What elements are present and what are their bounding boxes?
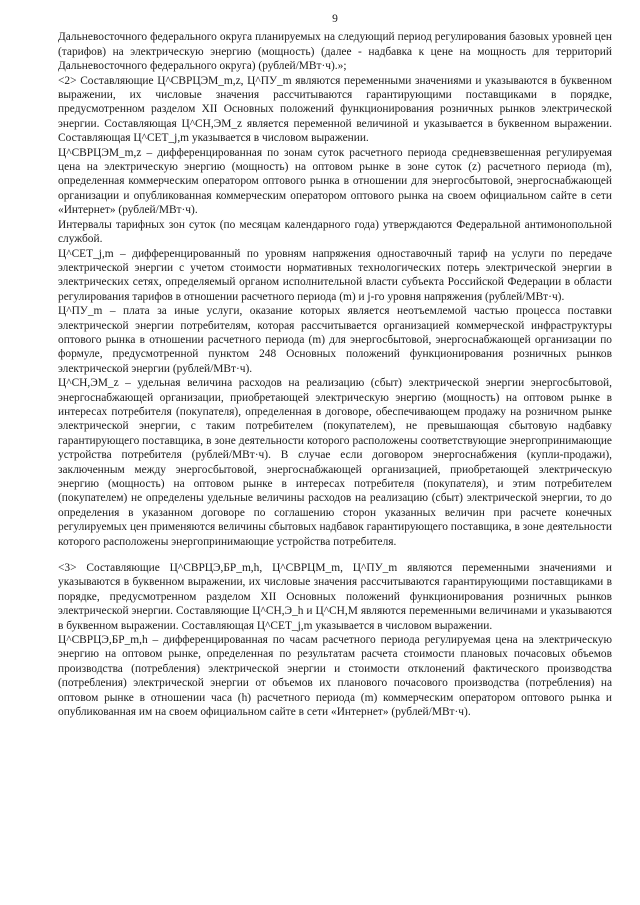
definition-svrcem: Ц^СВРЦЭМ_m,z – дифференцированная по зонам суток расчетного периода средневзвешенная регулируемая цена на электрическую энергию (мощность) на оптовом рынке в зоне суток (z) расчетного периода (m), определенная коммерческим оператором оптового рынка в отношении для энергосбытовой, энергоснабжающей организации и опубликованная коммерческим оператором оптового рынка на своем официальном сайте в сети «Интернет» (рублей/МВт·ч). <box>58 146 612 217</box>
definition-pu: Ц^ПУ_m – плата за иные услуги, оказание которых является неотъемлемой частью процесса поставки электрической энергии потребителям, которая рассчитывается организацией коммерческой инфраструктуры оптового рынка в отношении расчетного периода (m) для энергосбытовой, энергоснабжающей организации по формуле, предусмотренной пунктом 248 Основных положений функционирования розничных рынков электрической энергии (рублей/МВт·ч). <box>58 305 612 375</box>
footnote-2: <2> Составляющие Ц^СВРЦЭМ_m,z, Ц^ПУ_m являются переменными значениями и указываются в буквенном выражении, их числовые значения рассчитываются гарантирующими поставщиками в порядке, предусмотренном разделом XII Основных положений функционирования розничных рынков электрической энергии. Составляющая Ц^СН,ЭМ_z является переменной величиной и указывается в буквенном выражении. Составляющая Ц^СЕТ_j,m указывается в числовом выражении. <box>58 74 612 145</box>
section-gap <box>58 549 612 561</box>
definition-set: Ц^СЕТ_j,m – дифференцированный по уровням напряжения одноставочный тариф на услуги по передаче электрической энергии с учетом стоимости нормативных технологических потерь электрической энергии в электрических сетях, определяемый органом исполнительной власти субъекта Российской Федерации в области регулирования тарифов в отношении расчетного периода (m) и j-го уровня напряжения (рублей/МВт·ч). <box>58 247 612 303</box>
footnote-3: <3> Составляющие Ц^СВРЦЭ,БР_m,h, Ц^СВРЦМ_m, Ц^ПУ_m являются переменными значениями и указываются в буквенном выражении, их числовые значения рассчитываются гарантирующими поставщиками в порядке, предусмотренном разделом XII Основных положений функционирования розничных рынков электрической энергии. Составляющие Ц^СН,Э_h и Ц^СН,М являются переменными величинами и указываются в буквенном выражении. Составляющая Ц^СЕТ_j,m указывается в числовом выражении. <box>58 562 612 632</box>
paragraph-continuation: Дальневосточного федерального округа планируемых на следующий период регулирования базовых уровней цен (тарифов) на электрическую энергию (мощность) (далее - надбавка к цене на мощность для территорий Дальневосточного федерального округа) (рублей/МВт·ч).»; <box>58 31 612 73</box>
page-number: 9 <box>332 13 338 25</box>
definition-svrce-br: Ц^СВРЦЭ,БР_m,h – дифференцированная по часам расчетного периода регулируемая цена на электрическую энергию на оптовом рынке, определенная по результатам расчета стоимости плановых почасовых объемов производства (потребления) электрической энергии и стоимости отклонений фактического производства (потребления) электрической энергии от объемов их планового почасового производства (потребления) на оптовом рынке в отношении часа (h) расчетного периода (m) коммерческим оператором оптового рынка и опубликованная им на своем официальном сайте в сети «Интернет» (рублей/МВт·ч). <box>58 634 612 719</box>
paragraph-tariff-zones: Интервалы тарифных зон суток (по месяцам календарного года) утверждаются Федеральной антимонопольной службой. <box>58 218 612 246</box>
definition-sn-em: Ц^СН,ЭМ_z – удельная величина расходов на реализацию (сбыт) электрической энергии энергосбытовой, энергоснабжающей организации, приобретающей электрическую энергию (мощность) на оптовом рынке в интересах потребителя (покупателя), определенная в договоре, обеспечивающем продажу на розничном рынке электрической энергии, с таким потребителем (покупателем), не превышающая сбытовую надбавку гарантирующего поставщика, в зоне деятельности которого расположены соответствующие энергопринимающие устройства потребителя (рублей/МВт·ч). В случае если договором энергоснабжения (купли-продажи), заключенным между энергосбытовой, энергоснабжающей организацией, приобретающей электрическую энергию (мощность) на оптовом рынке в интересах потребителя (покупателя), и этим потребителем (покупателем) не определены удельные величины расходов на реализацию (сбыт) электрической энергии, то до определения в указанном договоре по соглашению сторон указанных величин при расчете конечных регулируемых цен применяются величины сбытовых надбавок гарантирующего поставщика, в зоне деятельности которого расположены энергопринимающие устройства потребителя. <box>58 377 613 548</box>
